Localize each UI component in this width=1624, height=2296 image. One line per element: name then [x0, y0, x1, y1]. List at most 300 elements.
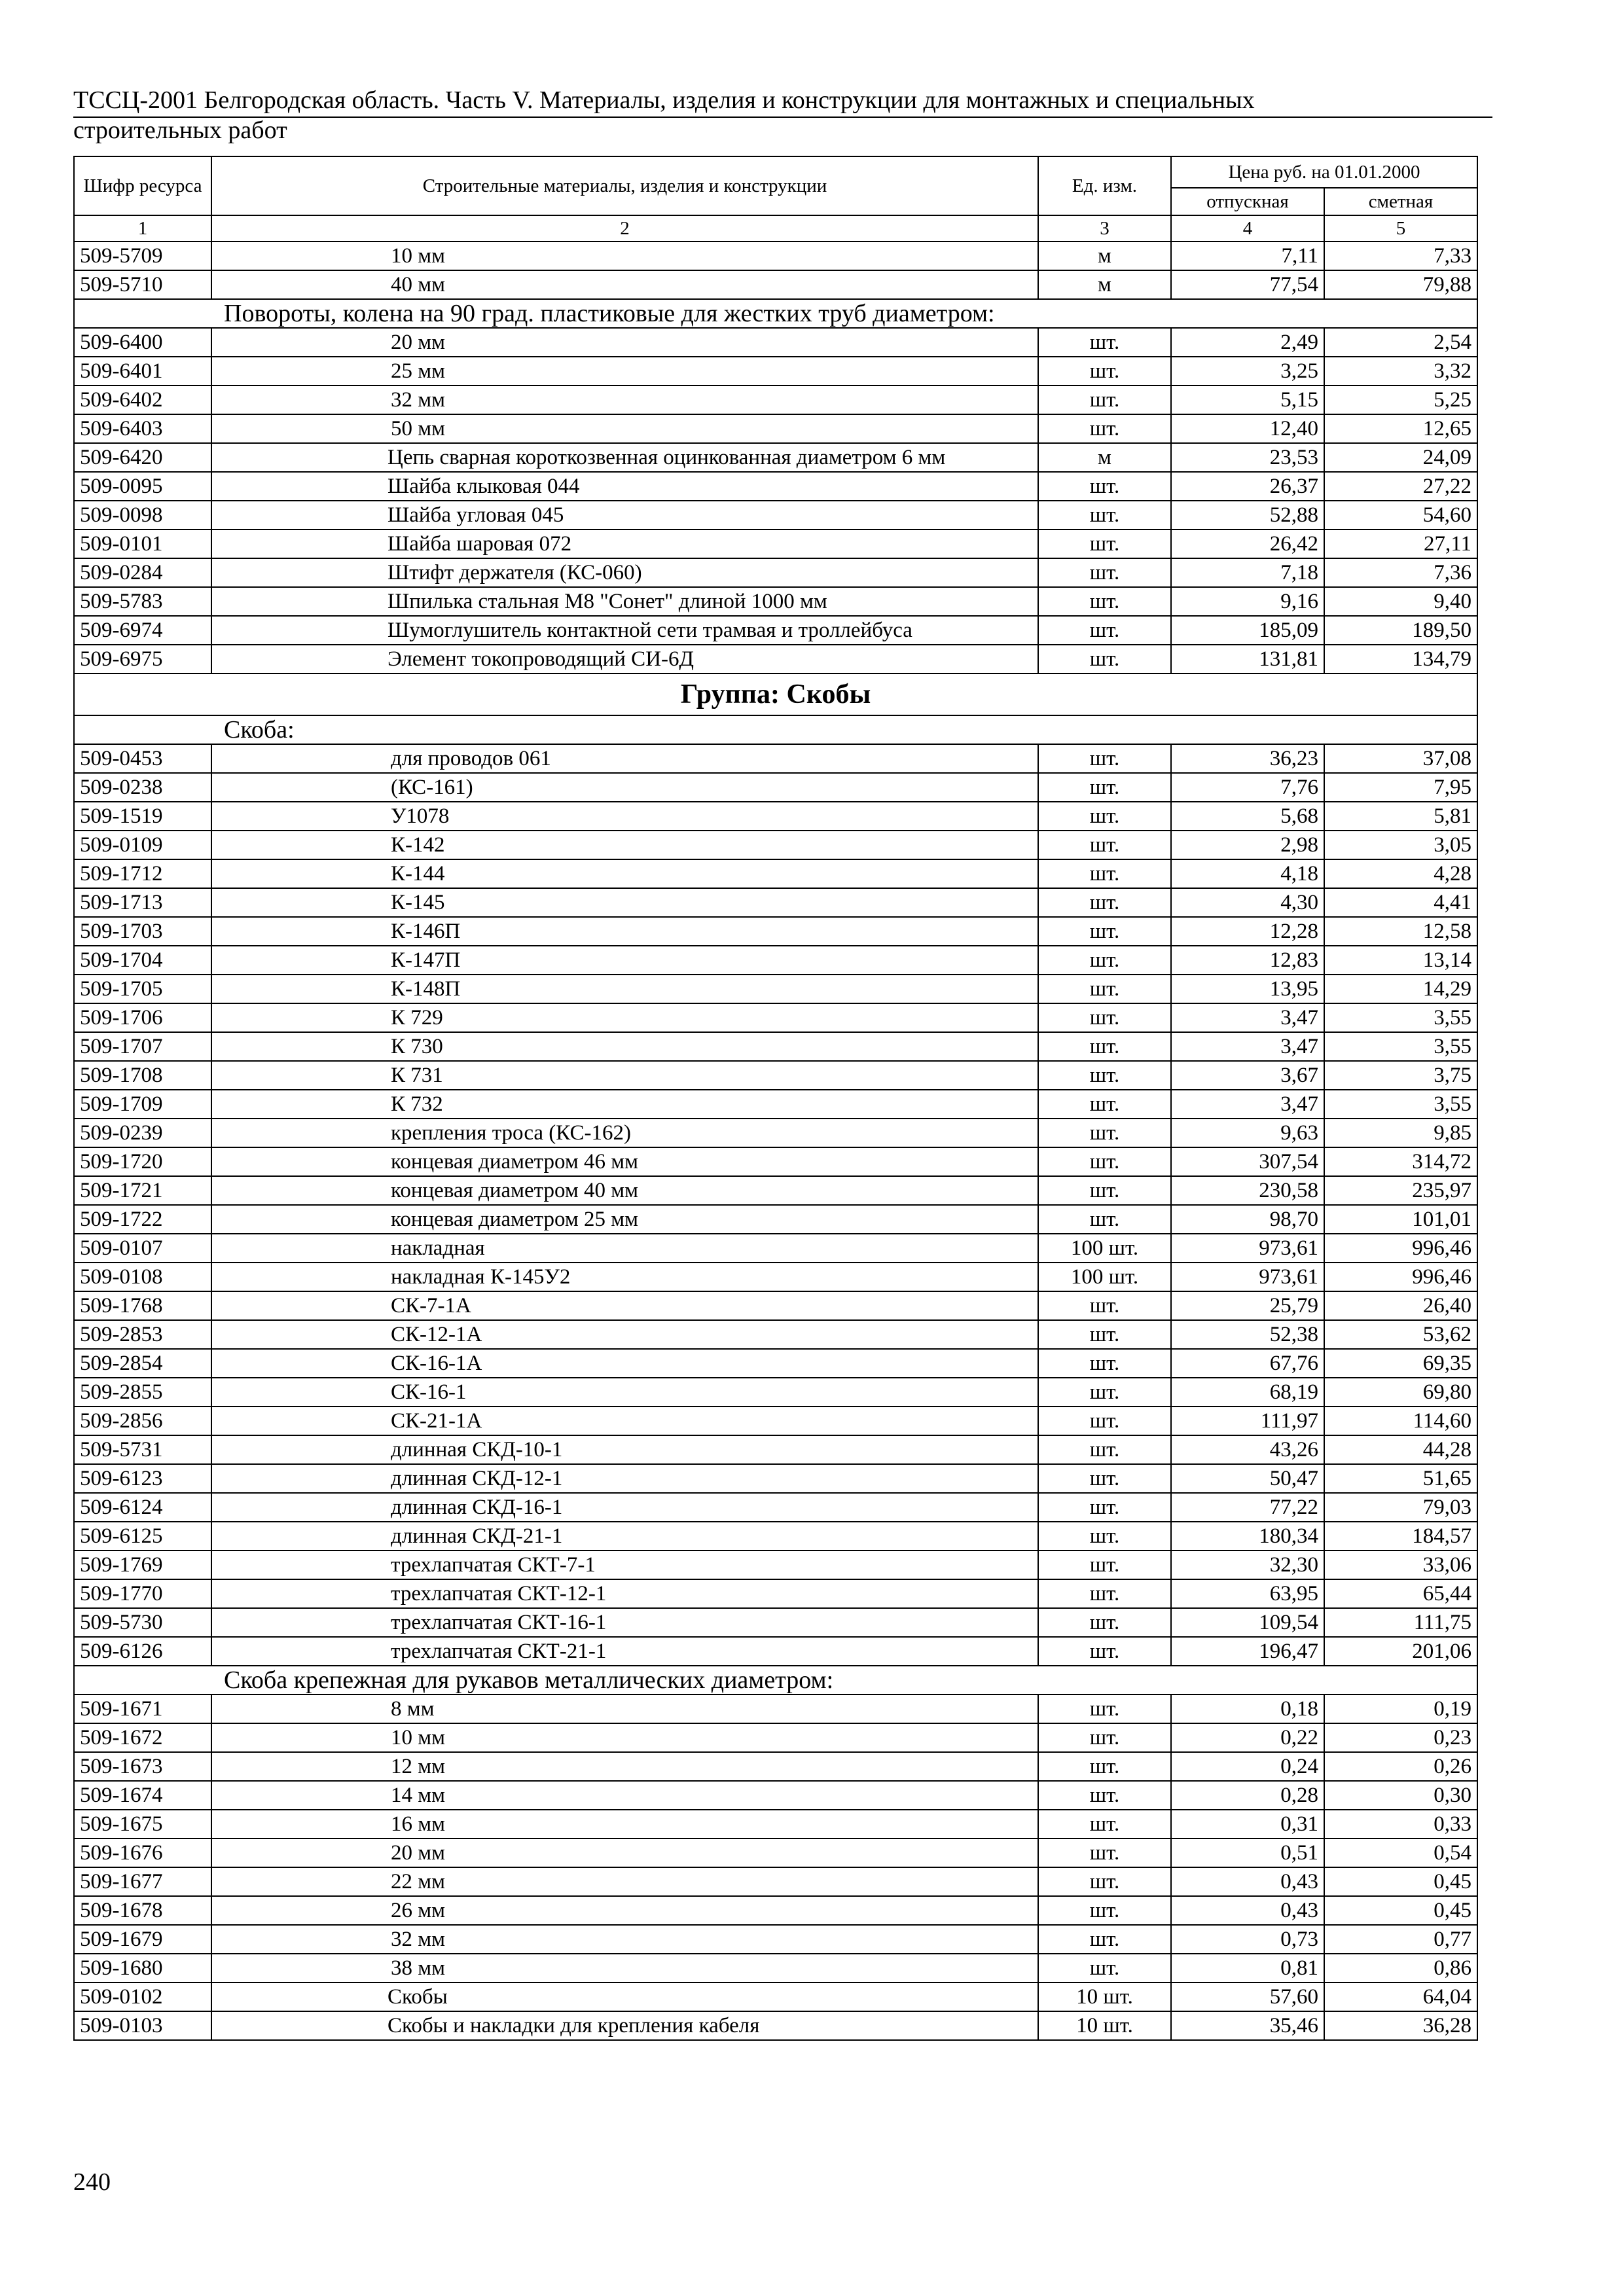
table-row [74, 773, 1477, 802]
cell-name [211, 645, 1038, 673]
cell-unit: шт. [1038, 802, 1171, 831]
table-row [74, 357, 1477, 386]
cell-code: 509-2853 [74, 1320, 211, 1349]
cell-unit: 100 шт. [1038, 1263, 1171, 1291]
cell-estimate-price: 53,62 [1324, 1320, 1477, 1349]
cell-code: 509-2854 [74, 1349, 211, 1378]
cell-code: 509-1679 [74, 1925, 211, 1954]
cell-estimate-price: 0,19 [1324, 1695, 1477, 1723]
cell-release-price: 3,67 [1171, 1061, 1324, 1090]
cell-code: 509-1706 [74, 1003, 211, 1032]
table-row [74, 888, 1477, 917]
cell-name [211, 1291, 1038, 1320]
cell-unit: 10 шт. [1038, 1982, 1171, 2011]
table-row [74, 1522, 1477, 1551]
cell-code: 509-2855 [74, 1378, 211, 1407]
cell-release-price: 131,81 [1171, 645, 1324, 673]
table-row [74, 1551, 1477, 1579]
table-row [74, 242, 1477, 270]
cell-estimate-price: 14,29 [1324, 975, 1477, 1003]
item-name: К-145 [391, 891, 445, 914]
cell-unit: шт. [1038, 1867, 1171, 1896]
table-row [74, 1205, 1477, 1234]
cell-name [211, 1119, 1038, 1147]
item-name: СК-7-1А [391, 1294, 471, 1318]
item-name: Скобы и накладки для крепления кабеля [388, 2014, 760, 2037]
table-row [74, 1003, 1477, 1032]
cell-estimate-price: 0,45 [1324, 1896, 1477, 1925]
cell-unit: 10 шт. [1038, 2011, 1171, 2040]
cell-estimate-price: 9,40 [1324, 587, 1477, 616]
col-number-4: 4 [1171, 215, 1324, 242]
table-row [74, 1119, 1477, 1147]
table-row [74, 859, 1477, 888]
table-row [74, 1147, 1477, 1176]
table-row [74, 917, 1477, 946]
cell-unit: шт. [1038, 1723, 1171, 1752]
cell-estimate-price: 64,04 [1324, 1982, 1477, 2011]
cell-code: 509-1676 [74, 1839, 211, 1867]
cell-code: 509-6124 [74, 1493, 211, 1522]
cell-name [211, 1723, 1038, 1752]
cell-release-price: 57,60 [1171, 1982, 1324, 2011]
cell-name [211, 1839, 1038, 1867]
cell-unit: шт. [1038, 1551, 1171, 1579]
cell-estimate-price: 0,33 [1324, 1810, 1477, 1839]
cell-code: 509-6125 [74, 1522, 211, 1551]
cell-estimate-price: 3,75 [1324, 1061, 1477, 1090]
table-row [74, 1493, 1477, 1522]
table-row [74, 1061, 1477, 1090]
col-header-release: отпускная [1171, 188, 1324, 215]
table-row [74, 1810, 1477, 1839]
cell-estimate-price: 44,28 [1324, 1435, 1477, 1464]
cell-release-price: 3,25 [1171, 357, 1324, 386]
cell-code: 509-1671 [74, 1695, 211, 1723]
cell-unit: шт. [1038, 888, 1171, 917]
cell-release-price: 4,18 [1171, 859, 1324, 888]
cell-unit: шт. [1038, 1378, 1171, 1407]
cell-estimate-price: 12,58 [1324, 917, 1477, 946]
table-row [74, 1752, 1477, 1781]
cell-release-price: 25,79 [1171, 1291, 1324, 1320]
cell-name [211, 386, 1038, 414]
cell-estimate-price: 0,86 [1324, 1954, 1477, 1982]
item-name: СК-16-1А [391, 1352, 482, 1375]
item-name: СК-16-1 [391, 1380, 467, 1404]
cell-estimate-price: 9,85 [1324, 1119, 1477, 1147]
cell-estimate-price: 996,46 [1324, 1263, 1477, 1291]
table-row [74, 1925, 1477, 1954]
cell-estimate-price: 7,36 [1324, 558, 1477, 587]
cell-estimate-price: 12,65 [1324, 414, 1477, 443]
cell-name [211, 1263, 1038, 1291]
cell-estimate-price: 4,28 [1324, 859, 1477, 888]
cell-code: 509-0284 [74, 558, 211, 587]
cell-estimate-price: 0,77 [1324, 1925, 1477, 1954]
cell-release-price: 185,09 [1171, 616, 1324, 645]
cell-estimate-price: 33,06 [1324, 1551, 1477, 1579]
item-name: длинная СКД-21-1 [391, 1524, 563, 1548]
item-name: 40 мм [391, 273, 446, 296]
cell-code: 509-2856 [74, 1407, 211, 1435]
cell-name [211, 1176, 1038, 1205]
cell-unit: шт. [1038, 1896, 1171, 1925]
cell-code: 509-6400 [74, 328, 211, 357]
cell-code: 509-6126 [74, 1637, 211, 1666]
cell-code: 509-1721 [74, 1176, 211, 1205]
col-header-code: Шифр ресурса [74, 156, 211, 215]
cell-release-price: 32,30 [1171, 1551, 1324, 1579]
cell-name [211, 946, 1038, 975]
cell-code: 509-1709 [74, 1090, 211, 1119]
cell-name [211, 1464, 1038, 1493]
cell-unit: шт. [1038, 1291, 1171, 1320]
page-number: 240 [73, 2168, 111, 2196]
table-row [74, 1896, 1477, 1925]
cell-release-price: 3,47 [1171, 1090, 1324, 1119]
cell-name [211, 414, 1038, 443]
cell-unit: шт. [1038, 1090, 1171, 1119]
cell-name [211, 2011, 1038, 2040]
table-row [74, 414, 1477, 443]
cell-release-price: 5,15 [1171, 386, 1324, 414]
header-line-1: ТССЦ-2001 Белгородская область. Часть V. Материалы, изделия и конструкции для монтажных и специальных [73, 86, 1255, 114]
header-rule [73, 117, 1492, 118]
cell-release-price: 2,49 [1171, 328, 1324, 357]
cell-name [211, 616, 1038, 645]
cell-release-price: 26,37 [1171, 472, 1324, 501]
cell-code: 509-6420 [74, 443, 211, 472]
cell-release-price: 109,54 [1171, 1608, 1324, 1637]
cell-estimate-price: 69,80 [1324, 1378, 1477, 1407]
cell-unit: шт. [1038, 1147, 1171, 1176]
table-body [74, 242, 1477, 2040]
cell-code: 509-1704 [74, 946, 211, 975]
col-number-1: 1 [74, 215, 211, 242]
cell-estimate-price: 101,01 [1324, 1205, 1477, 1234]
item-name: длинная СКД-16-1 [391, 1496, 563, 1519]
cell-estimate-price: 0,30 [1324, 1781, 1477, 1810]
table-row [74, 1954, 1477, 1982]
cell-code: 509-0098 [74, 501, 211, 529]
table-row [74, 1435, 1477, 1464]
cell-name [211, 1435, 1038, 1464]
cell-name [211, 1579, 1038, 1608]
cell-unit: шт. [1038, 975, 1171, 1003]
item-name: СК-12-1А [391, 1323, 482, 1346]
cell-name [211, 802, 1038, 831]
cell-unit: м [1038, 242, 1171, 270]
cell-unit: 100 шт. [1038, 1234, 1171, 1263]
cell-code: 509-0103 [74, 2011, 211, 2040]
cell-unit: шт. [1038, 744, 1171, 773]
cell-release-price: 180,34 [1171, 1522, 1324, 1551]
item-name: трехлапчатая СКТ-21-1 [391, 1640, 607, 1663]
cell-name [211, 1003, 1038, 1032]
table-row [74, 1839, 1477, 1867]
cell-unit: шт. [1038, 946, 1171, 975]
cell-name [211, 1551, 1038, 1579]
cell-unit: м [1038, 270, 1171, 299]
cell-estimate-price: 111,75 [1324, 1608, 1477, 1637]
table-row [74, 1867, 1477, 1896]
section-row [74, 715, 1477, 744]
cell-name [211, 1867, 1038, 1896]
item-name: длинная СКД-12-1 [391, 1467, 563, 1490]
table-row [74, 975, 1477, 1003]
cell-code: 509-1673 [74, 1752, 211, 1781]
cell-name [211, 1896, 1038, 1925]
cell-release-price: 5,68 [1171, 802, 1324, 831]
item-name: Шайба шаровая 072 [388, 532, 572, 556]
cell-release-price: 0,28 [1171, 1781, 1324, 1810]
table-row [74, 802, 1477, 831]
cell-name [211, 1205, 1038, 1234]
item-name: СК-21-1А [391, 1409, 482, 1433]
table-row [74, 1349, 1477, 1378]
cell-name [211, 270, 1038, 299]
cell-code: 509-6974 [74, 616, 211, 645]
cell-estimate-price: 3,32 [1324, 357, 1477, 386]
cell-name [211, 1320, 1038, 1349]
cell-code: 509-5710 [74, 270, 211, 299]
cell-estimate-price: 27,22 [1324, 472, 1477, 501]
cell-estimate-price: 37,08 [1324, 744, 1477, 773]
cell-estimate-price: 3,55 [1324, 1090, 1477, 1119]
item-name: У1078 [391, 804, 450, 828]
cell-unit: шт. [1038, 414, 1171, 443]
cell-unit: шт. [1038, 529, 1171, 558]
table-row [74, 1407, 1477, 1435]
cell-name [211, 975, 1038, 1003]
cell-release-price: 307,54 [1171, 1147, 1324, 1176]
cell-release-price: 36,23 [1171, 744, 1324, 773]
cell-code: 509-0107 [74, 1234, 211, 1263]
cell-estimate-price: 4,41 [1324, 888, 1477, 917]
table-row [74, 1982, 1477, 2011]
table-row [74, 1263, 1477, 1291]
cell-code: 509-5731 [74, 1435, 211, 1464]
item-name: для проводов 061 [391, 747, 551, 770]
section-row [74, 1666, 1477, 1695]
cell-release-price: 7,11 [1171, 242, 1324, 270]
item-name: накладная [391, 1236, 485, 1260]
cell-unit: шт. [1038, 1435, 1171, 1464]
cell-unit: шт. [1038, 1695, 1171, 1723]
item-name: К-147П [391, 948, 461, 972]
item-name: 14 мм [391, 1784, 446, 1807]
cell-code: 509-0453 [74, 744, 211, 773]
cell-unit: шт. [1038, 1579, 1171, 1608]
cell-unit: шт. [1038, 587, 1171, 616]
cell-name [211, 1608, 1038, 1637]
cell-estimate-price: 314,72 [1324, 1147, 1477, 1176]
cell-name [211, 917, 1038, 946]
cell-unit: шт. [1038, 1464, 1171, 1493]
item-name: 16 мм [391, 1812, 446, 1836]
cell-estimate-price: 7,33 [1324, 242, 1477, 270]
col-header-price: Цена руб. на 01.01.2000 [1171, 156, 1477, 188]
cell-release-price: 0,51 [1171, 1839, 1324, 1867]
cell-unit: шт. [1038, 1839, 1171, 1867]
table-row [74, 1090, 1477, 1119]
col-number-5: 5 [1324, 215, 1477, 242]
item-name: К-144 [391, 862, 445, 886]
table-row [74, 1320, 1477, 1349]
cell-unit: шт. [1038, 1810, 1171, 1839]
cell-release-price: 12,40 [1171, 414, 1324, 443]
item-name: 10 мм [391, 244, 446, 268]
cell-name [211, 558, 1038, 587]
cell-release-price: 4,30 [1171, 888, 1324, 917]
cell-name [211, 1637, 1038, 1666]
cell-estimate-price: 0,26 [1324, 1752, 1477, 1781]
cell-unit: шт. [1038, 1925, 1171, 1954]
cell-estimate-price: 26,40 [1324, 1291, 1477, 1320]
cell-release-price: 77,54 [1171, 270, 1324, 299]
table-row [74, 1291, 1477, 1320]
item-name: К-148П [391, 977, 461, 1001]
item-name: Шайба клыковая 044 [388, 475, 580, 498]
item-name: 22 мм [391, 1870, 446, 1893]
section-title: Скоба: [74, 715, 1477, 744]
cell-name [211, 242, 1038, 270]
item-name: К 732 [391, 1092, 443, 1116]
cell-unit: шт. [1038, 1061, 1171, 1090]
cell-release-price: 77,22 [1171, 1493, 1324, 1522]
cell-code: 509-1677 [74, 1867, 211, 1896]
table-row [74, 645, 1477, 673]
item-name: 25 мм [391, 359, 446, 383]
cell-estimate-price: 235,97 [1324, 1176, 1477, 1205]
table-row [74, 328, 1477, 357]
item-name: 26 мм [391, 1899, 446, 1922]
cell-code: 509-5730 [74, 1608, 211, 1637]
cell-estimate-price: 201,06 [1324, 1637, 1477, 1666]
cell-code: 509-1674 [74, 1781, 211, 1810]
cell-name [211, 529, 1038, 558]
cell-estimate-price: 3,55 [1324, 1003, 1477, 1032]
table-row [74, 1608, 1477, 1637]
cell-name [211, 1925, 1038, 1954]
item-name: концевая диаметром 40 мм [391, 1179, 639, 1202]
col-header-estimate: сметная [1324, 188, 1477, 215]
cell-unit: шт. [1038, 1003, 1171, 1032]
item-name: 38 мм [391, 1956, 446, 1980]
cell-release-price: 9,63 [1171, 1119, 1324, 1147]
cell-estimate-price: 114,60 [1324, 1407, 1477, 1435]
cell-code: 509-0109 [74, 831, 211, 859]
table-row [74, 946, 1477, 975]
cell-code: 509-1769 [74, 1551, 211, 1579]
cell-estimate-price: 65,44 [1324, 1579, 1477, 1608]
cell-code: 509-1712 [74, 859, 211, 888]
cell-estimate-price: 27,11 [1324, 529, 1477, 558]
cell-release-price: 0,24 [1171, 1752, 1324, 1781]
cell-code: 509-1705 [74, 975, 211, 1003]
cell-code: 509-6123 [74, 1464, 211, 1493]
cell-release-price: 230,58 [1171, 1176, 1324, 1205]
cell-release-price: 52,88 [1171, 501, 1324, 529]
cell-estimate-price: 3,05 [1324, 831, 1477, 859]
cell-code: 509-0238 [74, 773, 211, 802]
cell-code: 509-5709 [74, 242, 211, 270]
item-name: К 729 [391, 1006, 443, 1030]
cell-name [211, 1781, 1038, 1810]
cell-name [211, 587, 1038, 616]
cell-estimate-price: 3,55 [1324, 1032, 1477, 1061]
cell-release-price: 973,61 [1171, 1234, 1324, 1263]
cell-release-price: 98,70 [1171, 1205, 1324, 1234]
cell-unit: шт. [1038, 1522, 1171, 1551]
cell-estimate-price: 7,95 [1324, 773, 1477, 802]
table-row [74, 1579, 1477, 1608]
cell-name [211, 773, 1038, 802]
cell-estimate-price: 54,60 [1324, 501, 1477, 529]
cell-code: 509-0102 [74, 1982, 211, 2011]
cell-estimate-price: 69,35 [1324, 1349, 1477, 1378]
col-header-unit: Ед. изм. [1038, 156, 1171, 215]
table-row [74, 443, 1477, 472]
cell-name [211, 1522, 1038, 1551]
cell-unit: шт. [1038, 1320, 1171, 1349]
cell-release-price: 9,16 [1171, 587, 1324, 616]
cell-release-price: 23,53 [1171, 443, 1324, 472]
cell-code: 509-0108 [74, 1263, 211, 1291]
cell-release-price: 35,46 [1171, 2011, 1324, 2040]
cell-release-price: 0,31 [1171, 1810, 1324, 1839]
item-name: трехлапчатая СКТ-7-1 [391, 1553, 596, 1577]
cell-name [211, 1147, 1038, 1176]
item-name: Шайба угловая 045 [388, 503, 564, 527]
cell-code: 509-1720 [74, 1147, 211, 1176]
item-name: 32 мм [391, 388, 446, 412]
cell-name [211, 501, 1038, 529]
table-row [74, 1234, 1477, 1263]
cell-unit: шт. [1038, 1176, 1171, 1205]
table-row [74, 616, 1477, 645]
table-row [74, 1637, 1477, 1666]
cell-unit: шт. [1038, 1608, 1171, 1637]
item-name: 12 мм [391, 1755, 446, 1778]
cell-release-price: 973,61 [1171, 1263, 1324, 1291]
page-header [73, 85, 1474, 145]
cell-release-price: 3,47 [1171, 1032, 1324, 1061]
cell-estimate-price: 0,23 [1324, 1723, 1477, 1752]
cell-estimate-price: 184,57 [1324, 1522, 1477, 1551]
cell-unit: шт. [1038, 1032, 1171, 1061]
group-title: Группа: Скобы [74, 673, 1477, 715]
table-row [74, 1464, 1477, 1493]
cell-name [211, 443, 1038, 472]
cell-estimate-price: 36,28 [1324, 2011, 1477, 2040]
table-row [74, 831, 1477, 859]
cell-release-price: 2,98 [1171, 831, 1324, 859]
cell-release-price: 111,97 [1171, 1407, 1324, 1435]
cell-code: 509-0101 [74, 529, 211, 558]
table-row [74, 587, 1477, 616]
cell-release-price: 67,76 [1171, 1349, 1324, 1378]
cell-release-price: 7,18 [1171, 558, 1324, 587]
table-row [74, 558, 1477, 587]
cell-estimate-price: 2,54 [1324, 328, 1477, 357]
item-name: длинная СКД-10-1 [391, 1438, 563, 1462]
cell-unit: шт. [1038, 1349, 1171, 1378]
cell-unit: шт. [1038, 773, 1171, 802]
item-name: К-146П [391, 920, 461, 943]
cell-estimate-price: 134,79 [1324, 645, 1477, 673]
